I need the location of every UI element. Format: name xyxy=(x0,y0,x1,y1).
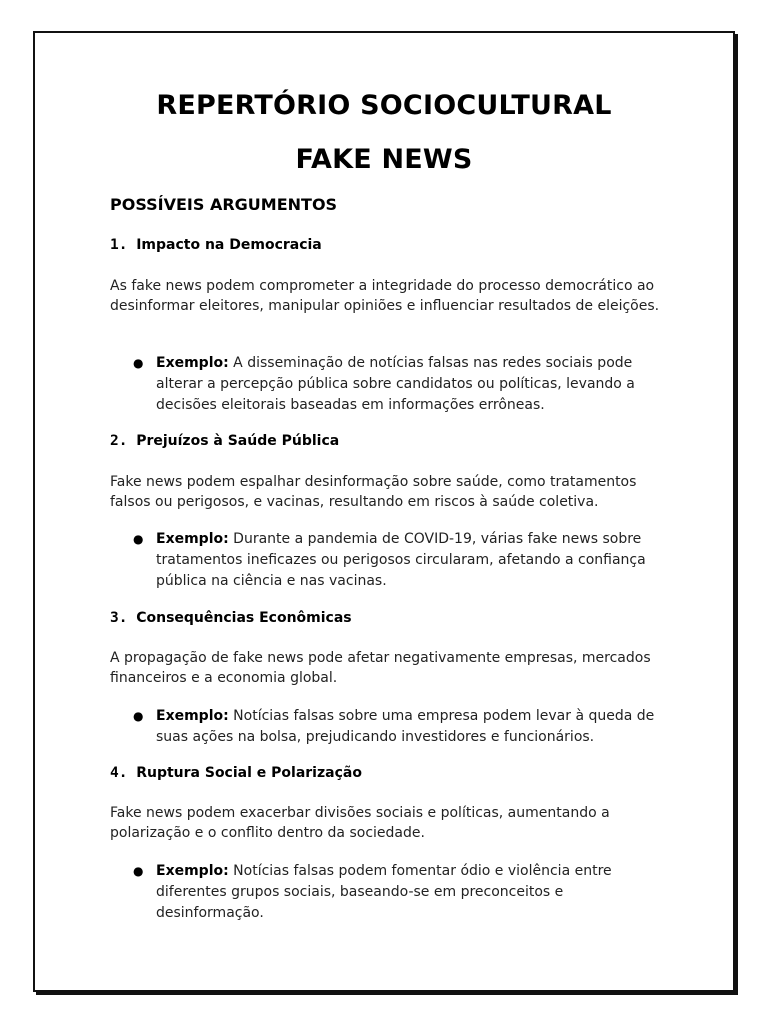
example-label: Exemplo: xyxy=(156,708,229,724)
argument-title: Consequências Econômicas xyxy=(136,610,352,626)
document-subtitle: FAKE NEWS xyxy=(295,144,473,175)
argument-example-2 xyxy=(133,529,666,592)
argument-number: 3. xyxy=(110,610,128,626)
argument-heading-1 xyxy=(110,237,322,253)
argument-example-1 xyxy=(133,353,666,416)
argument-title: Ruptura Social e Polarização xyxy=(136,765,362,781)
bullet-icon: ● xyxy=(133,709,144,723)
section-heading: POSSÍVEIS ARGUMENTOS xyxy=(110,195,338,214)
document-title: REPERTÓRIO SOCIOCULTURAL xyxy=(156,90,612,121)
argument-example-3 xyxy=(133,706,666,748)
argument-heading-2 xyxy=(110,433,339,449)
argument-number: 1. xyxy=(110,237,128,253)
argument-heading-3 xyxy=(110,610,352,626)
argument-paragraph-2: Fake news podem espalhar desinformação sobre saúde, como tratamentos falsos ou perigosos, e vacinas, resultando em riscos à saúde coletiva. xyxy=(110,474,637,510)
argument-number: 4. xyxy=(110,765,128,781)
example-text: A disseminação de notícias falsas nas redes sociais pode alterar a percepção pública sobre candidatos ou políticas, levando a decisões eleitorais baseadas em informações errôneas. xyxy=(156,355,635,413)
bullet-icon: ● xyxy=(133,864,144,878)
argument-title: Impacto na Democracia xyxy=(136,237,322,253)
argument-example-4 xyxy=(133,861,666,924)
bullet-icon: ● xyxy=(133,356,144,370)
example-text: Notícias falsas podem fomentar ódio e violência entre diferentes grupos sociais, baseando-se em preconceitos e desinformação. xyxy=(156,863,612,921)
example-text: Notícias falsas sobre uma empresa podem levar à queda de suas ações na bolsa, prejudicando investidores e funcionários. xyxy=(156,708,655,745)
example-label: Exemplo: xyxy=(156,531,229,547)
example-label: Exemplo: xyxy=(156,863,229,879)
argument-heading-4 xyxy=(110,765,362,781)
argument-paragraph-3: A propagação de fake news pode afetar negativamente empresas, mercados financeiros e a economia global. xyxy=(110,650,651,686)
example-label: Exemplo: xyxy=(156,355,229,371)
argument-title: Prejuízos à Saúde Pública xyxy=(136,433,340,449)
bullet-icon: ● xyxy=(133,532,144,546)
argument-paragraph-4: Fake news podem exacerbar divisões sociais e políticas, aumentando a polarização e o conflito dentro da sociedade. xyxy=(110,805,610,841)
argument-number: 2. xyxy=(110,433,128,449)
example-text: Durante a pandemia de COVID-19, várias fake news sobre tratamentos ineficazes ou perigosos circularam, afetando a confiança pública na ciência e nas vacinas. xyxy=(156,531,646,589)
argument-paragraph-1: As fake news podem comprometer a integridade do processo democrático ao desinformar eleitores, manipular opiniões e influenciar resultados de eleições. xyxy=(110,278,660,314)
